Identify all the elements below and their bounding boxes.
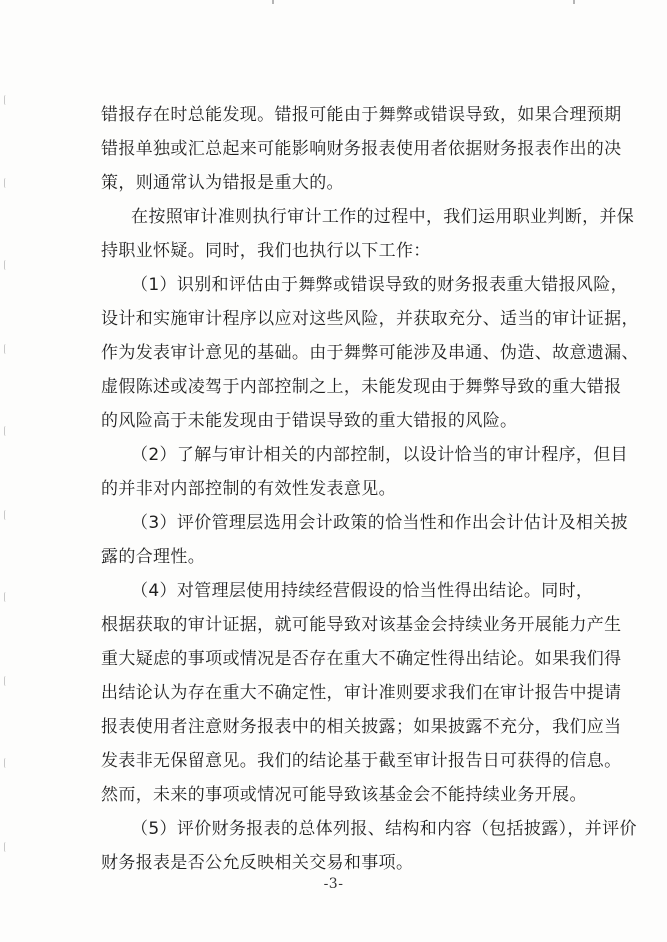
text-line: 根据获取的审计证据，就可能导致对该基金会持续业务开展能力产生 — [101, 615, 622, 635]
text-line: 作为发表审计意见的基础。由于舞弊可能涉及串通、伪造、故意遗漏、 — [101, 343, 639, 363]
text-line: 发表非无保留意见。我们的结论基于截至审计报告日可获得的信息。 — [101, 751, 622, 771]
paragraph-professional-judgment — [101, 200, 635, 268]
text-line: 露的合理性。 — [101, 547, 206, 567]
text-line: 报表使用者注意财务报表中的相关披露；如果披露不充分，我们应当 — [101, 717, 622, 737]
text-line: 策，则通常认为错报是重大的。 — [101, 173, 344, 193]
text-line: （1）识别和评估由于舞弊或错误导致的财务报表重大错报风险， — [131, 275, 628, 295]
text-line: 设计和实施审计程序以应对这些风险，并获取充分、适当的审计证据， — [101, 309, 639, 329]
text-line: 错报单独或汇总起来可能影响财务报表使用者依据财务报表作出的决 — [101, 139, 622, 159]
text-line: （4）对管理层使用持续经营假设的恰当性得出结论。同时， — [131, 581, 594, 601]
text-line: 然而，未来的事项或情况可能导致该基金会不能持续业务开展。 — [101, 785, 587, 805]
text-line: 错报存在时总能发现。错报可能由于舞弊或错误导致，如果合理预期 — [101, 105, 622, 125]
paragraph-item-2 — [101, 438, 628, 506]
text-line: 虚假陈述或凌驾于内部控制之上，未能发现由于舞弊导致的重大错报 — [101, 377, 622, 397]
text-line: 重大疑虑的事项或情况是否存在重大不确定性得出结论。如果我们得 — [101, 649, 622, 669]
page-number: -3- — [323, 876, 344, 892]
text-line: 财务报表是否公允反映相关交易和事项。 — [101, 853, 414, 873]
scan-top-marks — [0, 0, 667, 6]
text-line: （2）了解与审计相关的内部控制，以设计恰当的审计程序，但目 — [131, 445, 628, 465]
text-line: 的并非对内部控制的有效性发表意见。 — [101, 479, 396, 499]
paragraph-misstatement-definition — [101, 98, 622, 200]
text-line: 出结论认为存在重大不确定性，审计准则要求我们在审计报告中提请 — [101, 683, 622, 703]
text-line: （3）评价管理层选用会计政策的恰当性和作出会计估计及相关披 — [131, 513, 628, 533]
paragraph-item-1 — [101, 268, 639, 438]
text-line: （5）评价财务报表的总体列报、结构和内容（包括披露），并评价 — [131, 819, 637, 839]
text-line: 在按照审计准则执行审计工作的过程中，我们运用职业判断，并保 — [131, 207, 635, 227]
text-line: 的风险高于未能发现由于错误导致的重大错报的风险。 — [101, 411, 518, 431]
paragraph-item-4 — [101, 574, 622, 812]
text-line: 持职业怀疑。同时，我们也执行以下工作： — [101, 241, 431, 261]
report-body — [101, 98, 639, 880]
paragraph-item-5 — [101, 812, 637, 880]
paragraph-item-3 — [101, 506, 628, 574]
